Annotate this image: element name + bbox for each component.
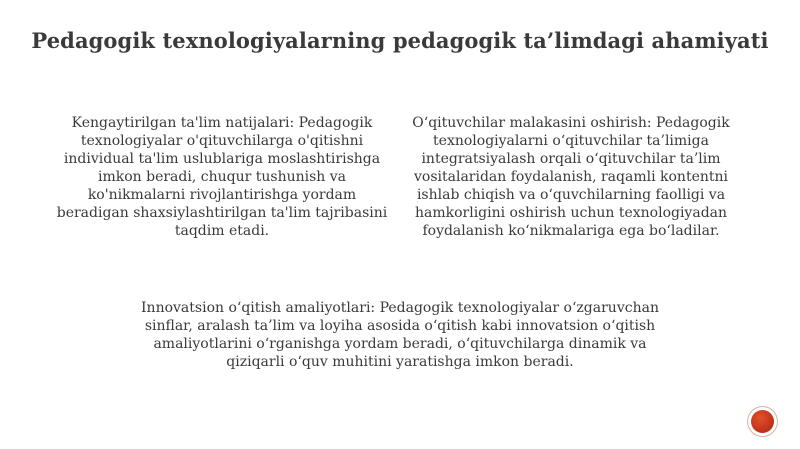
text-block-teacher-skills: O‘qituvchilar malakasini oshirish: Pedagogik texnologiyalarni o‘qituvchilar ta’limiga integratsiyalash orqali o‘qituvchilar ta’lim vositalaridan foydalanish, raqamli kontentni ishlab chiqish va o‘quvchilarning faolligi va hamkorligini oshirish uchun texnologiyadan foydalanish ko‘nikmalariga ega bo‘ladilar. — [412, 115, 730, 239]
slide-title: Pedagogik texnologiyalarning pedagogik ta’limdagi ahamiyati — [31, 28, 769, 53]
red-circle-icon — [751, 410, 774, 433]
text-block-learning-outcomes: Kengaytirilgan ta'lim natijalari: Pedagogik texnologiyalar o'qituvchilarga o'qitishni individual ta'lim uslublariga moslashtirishga imkon beradi, chuqur tushunish va ko'nikmalarni rivojlantirishga yordam beradigan shaxsiylashtirilgan ta'lim tajribasini taqdim etadi. — [56, 115, 388, 239]
slide-nav-button[interactable] — [748, 407, 777, 436]
text-block-innovative-practices: Innovatsion o‘qitish amaliyotlari: Pedagogik texnologiyalar o‘zgaruvchan sinflar, aralash ta’lim va loyiha asosida o‘qitish kabi innovatsion o‘qitish amaliyotlarini o‘rganishga yordam beradi, o‘qituvchilarga dinamik va qiziqarli o‘quv muhitini yaratishga imkon beradi. — [141, 300, 659, 370]
